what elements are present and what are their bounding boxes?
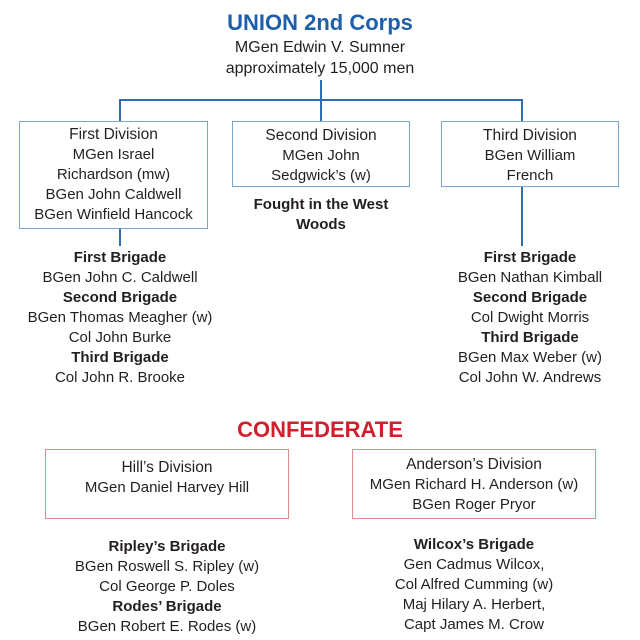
brigade-commander: BGen Robert E. Rodes (w) <box>77 618 257 635</box>
brigade-name: Wilcox’s Brigade <box>413 536 535 553</box>
division-commander: MGen John <box>282 147 360 164</box>
brigade-commander: Col John R. Brooke <box>54 369 186 386</box>
division-commander: Richardson (mw) <box>56 166 171 183</box>
brigade-name: First Brigade <box>483 249 577 266</box>
first-division-box <box>19 121 208 229</box>
division-name: Second Division <box>265 127 377 144</box>
connector-first-brigades <box>119 228 121 246</box>
connector-second-division <box>320 99 322 122</box>
andersons-division-box <box>352 449 596 519</box>
hills-brigades <box>45 537 289 637</box>
division-name: Third Division <box>483 127 577 144</box>
andersons-brigades <box>352 535 596 635</box>
second-division-note <box>222 195 420 235</box>
connector-third-division <box>521 99 523 122</box>
brigade-commander: Col John W. Andrews <box>458 369 602 386</box>
union-title: UNION 2nd Corps <box>227 10 413 35</box>
brigade-name: Third Brigade <box>71 349 169 366</box>
union-commander: MGen Edwin V. Sumner <box>234 39 406 56</box>
brigade-commander: BGen Nathan Kimball <box>457 269 603 286</box>
brigade-commander: Gen Cadmus Wilcox, <box>403 556 545 573</box>
division-commander: BGen William <box>484 147 576 164</box>
brigade-name: Ripley’s Brigade <box>108 538 226 555</box>
division-commander: Sedgwick’s (w) <box>271 167 371 184</box>
brigade-commander: Maj Hilary A. Herbert, <box>402 596 546 613</box>
hills-division-box <box>45 449 289 519</box>
brigade-commander: BGen John C. Caldwell <box>42 269 198 286</box>
division-commander: MGen Richard H. Anderson (w) <box>369 476 579 493</box>
division-commander: BGen Roger Pryor <box>412 496 536 513</box>
note-line: Woods <box>296 216 346 233</box>
brigade-commander: Col Alfred Cumming (w) <box>394 576 554 593</box>
brigade-commander: Capt James M. Crow <box>403 616 545 633</box>
connector-vertical-top <box>320 80 322 100</box>
brigade-commander: BGen Max Weber (w) <box>458 349 602 366</box>
division-name: First Division <box>69 126 158 143</box>
brigade-commander: Col John Burke <box>68 329 172 346</box>
division-commander: French <box>506 167 554 184</box>
brigade-name: First Brigade <box>73 249 167 266</box>
division-commander: MGen Israel <box>72 146 155 163</box>
division-name: Anderson’s Division <box>406 456 542 473</box>
connector-first-division <box>119 99 121 122</box>
division-name: Hill’s Division <box>121 459 213 476</box>
first-division-brigades <box>0 248 240 388</box>
note-line: Fought in the West <box>253 196 389 213</box>
union-strength: approximately 15,000 men <box>225 60 415 77</box>
connector-third-brigades <box>521 186 523 246</box>
brigade-name: Third Brigade <box>481 329 579 346</box>
third-division-brigades <box>420 248 640 388</box>
division-commander: MGen Daniel Harvey Hill <box>84 479 250 496</box>
brigade-name: Second Brigade <box>472 289 588 306</box>
brigade-name: Rodes’ Brigade <box>112 598 222 615</box>
confederate-title: CONFEDERATE <box>237 417 403 442</box>
brigade-commander: BGen Roswell S. Ripley (w) <box>74 558 260 575</box>
division-commander: BGen Winfield Hancock <box>34 206 193 223</box>
third-division-box <box>441 121 619 187</box>
brigade-name: Second Brigade <box>62 289 178 306</box>
brigade-commander: Col George P. Doles <box>99 578 235 595</box>
division-commander: BGen John Caldwell <box>45 186 182 203</box>
brigade-commander: Col Dwight Morris <box>470 309 590 326</box>
second-division-box <box>232 121 410 187</box>
brigade-commander: BGen Thomas Meagher (w) <box>27 309 213 326</box>
